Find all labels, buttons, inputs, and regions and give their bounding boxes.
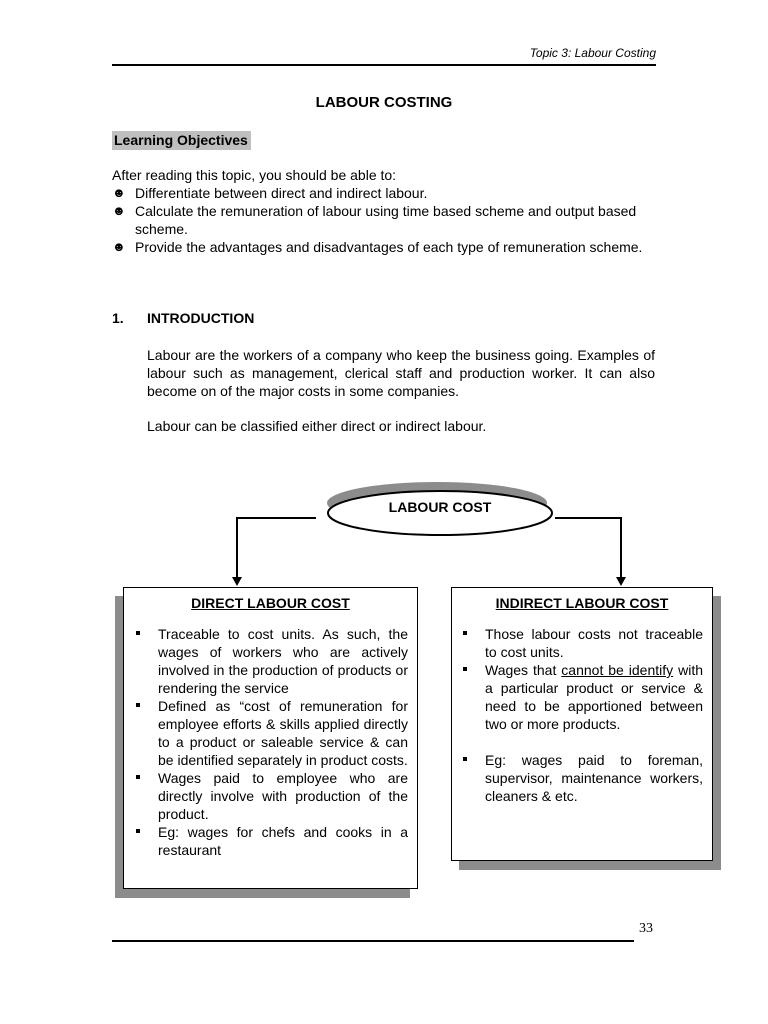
section-number: 1. (112, 310, 124, 326)
objectives-intro: After reading this topic, you should be able to: (112, 167, 397, 183)
list-item (134, 769, 408, 823)
indirect-bullet-list (452, 625, 712, 805)
bullet-text: Eg: wages paid to foreman, supervisor, maintenance workers, cleaners & etc. (485, 752, 703, 804)
square-bullet-icon (463, 757, 467, 761)
square-bullet-icon (463, 667, 467, 671)
list-item (461, 751, 703, 805)
indirect-labour-box (451, 587, 713, 861)
square-bullet-icon (136, 775, 140, 779)
classification-paragraph: Labour can be classified either direct or indirect labour. (147, 418, 487, 434)
bullet-text: Those labour costs not traceable to cost units. (485, 626, 703, 660)
objective-text: Calculate the remuneration of labour using time based scheme and output based scheme. (135, 203, 637, 237)
list-item (134, 823, 408, 859)
list-item (461, 625, 703, 661)
direct-bullet-list (124, 625, 417, 859)
left-connector (237, 518, 316, 580)
indirect-box-title: INDIRECT LABOUR COST (495, 595, 669, 611)
bullet-text-suffix: with a particular product or service & need to be apportioned between two or more products. (485, 662, 703, 732)
smiley-bullet-icon: ☻ (112, 239, 126, 254)
direct-labour-box (123, 587, 418, 889)
page-number: 33 (639, 921, 653, 936)
bullet-text: Defined as “cost of remuneration for employee efforts & skills applied directly to a product or saleable service & can be identified separately in product costs. (158, 698, 408, 768)
footer-rule (112, 940, 634, 942)
square-bullet-icon (136, 703, 140, 707)
running-header: Topic 3: Labour Costing (529, 46, 656, 60)
left-arrowhead-icon (232, 577, 242, 586)
section-title: INTRODUCTION (147, 310, 255, 326)
objective-text: Provide the advantages and disadvantages of each type of remuneration scheme. (135, 239, 643, 255)
intro-paragraph: Labour are the workers of a company who keep the business going. Examples of labour such as management, clerical staff and production worker. It can also become on of the major costs in some companies. (147, 347, 655, 399)
objective-text: Differentiate between direct and indirect labour. (135, 185, 428, 201)
right-arrowhead-icon (616, 577, 626, 586)
bullet-text-prefix: Wages that (485, 662, 562, 678)
list-item (134, 625, 408, 697)
underlined-phrase: cannot be identify (561, 662, 674, 678)
bullet-text: Eg: wages for chefs and cooks in a restaurant (158, 824, 408, 858)
bullet-text: Traceable to cost units. As such, the wages of workers who are actively involved in the production of products or rendering the service (158, 626, 408, 696)
square-bullet-icon (136, 631, 140, 635)
document-title: LABOUR COSTING (315, 94, 453, 111)
square-bullet-icon (463, 631, 467, 635)
root-node-label: LABOUR COST (388, 499, 492, 515)
bullet-text: Wages paid to employee who are directly involve with production of the product. (158, 770, 408, 822)
smiley-bullet-icon: ☻ (112, 185, 126, 200)
list-item (461, 661, 703, 733)
objectives-heading: Learning Objectives (112, 131, 251, 150)
list-item (134, 697, 408, 769)
square-bullet-icon (136, 829, 140, 833)
smiley-bullet-icon: ☻ (112, 203, 126, 218)
direct-box-title: DIRECT LABOUR COST (191, 595, 350, 611)
right-connector (555, 518, 621, 580)
